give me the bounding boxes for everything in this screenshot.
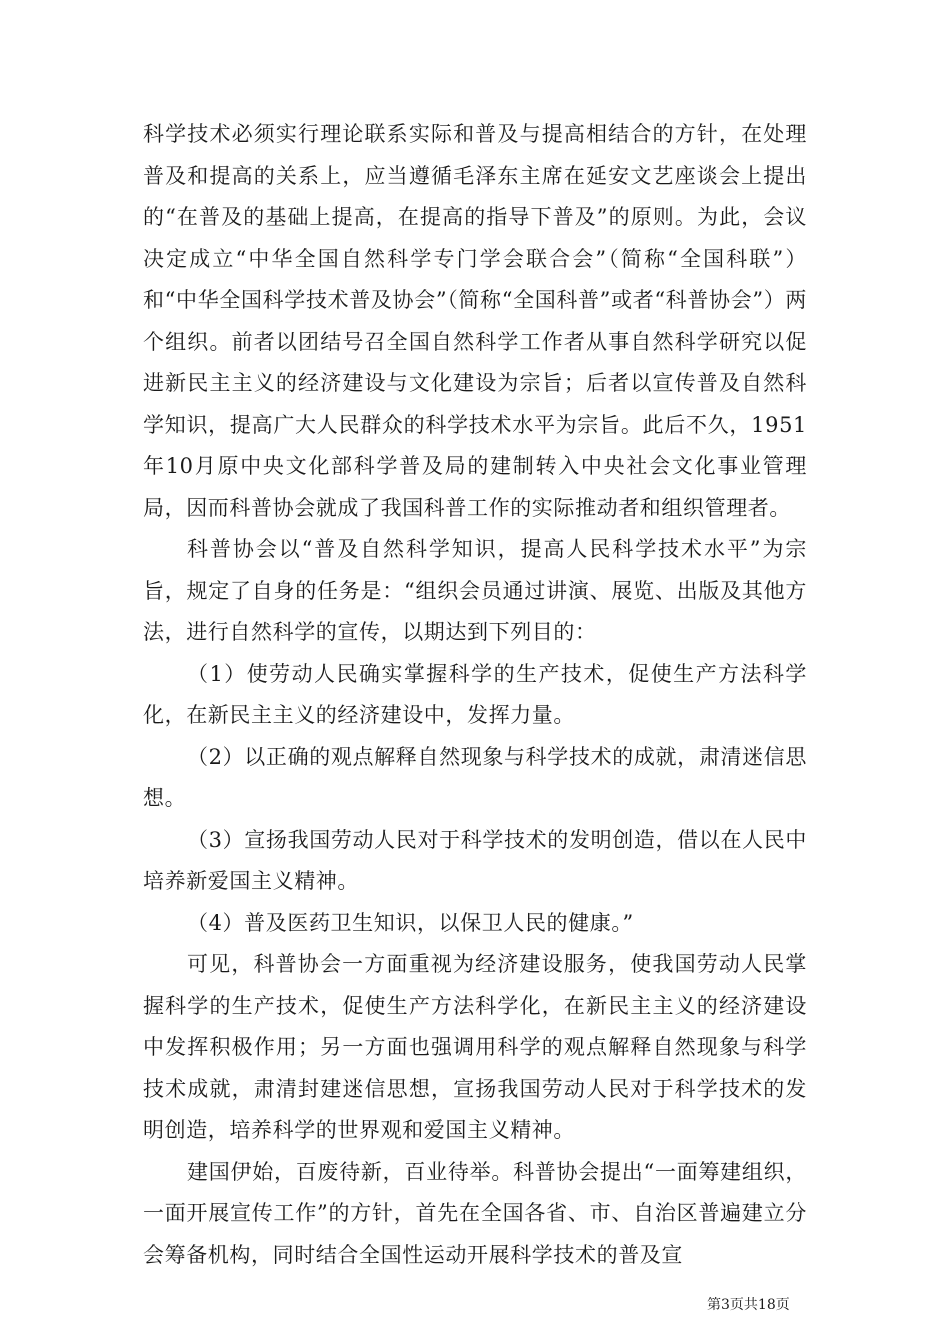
paragraph-1: 科学技术必须实行理论联系实际和普及与提高相结合的方针，在处理普及和提高的关系上，应当遵循毛泽东主席在延安文艺座谈会上提出的“在普及的基础上提高，在提高的指导下普及”的原则。为此，会议决定成立“中华全国自然科学专门学会联合会”（简称“全国科联”）和“中华全国科学技术普及协会”（简称“全国科普”或者“科普协会”）两个组织。前者以团结号召全国自然科学工作者从事自然科学研究以促进新民主主义的经济建设与文化建设为宗旨；后者以宣传普及自然科学知识，提高广大人民群众的科学技术水平为宗旨。此后不久，1951年10月原中央文化部科学普及局的建制转入中央社会文化事业管理局，因而科普协会就成了我国科普工作的实际推动者和组织管理者。 bbox=[143, 122, 807, 520]
list-item-3: （3）宣扬我国劳动人民对于科学技术的发明创造，借以在人民中培养新爱国主义精神。 bbox=[143, 827, 807, 893]
paragraph-2: 科普协会以“普及自然科学知识，提高人民科学技术水平”为宗旨，规定了自身的任务是：“组织会员通过讲演、展览、出版及其他方法，进行自然科学的宣传，以期达到下列目的： bbox=[143, 537, 807, 644]
paragraph-7: 可见，科普协会一方面重视为经济建设服务，使我国劳动人民掌握科学的生产技术，促使生产方法科学化，在新民主主义的经济建设中发挥积极作用；另一方面也强调用科学的观点解释自然现象与科学技术成就，肃清封建迷信思想，宣扬我国劳动人民对于科学技术的发明创造，培养科学的世界观和爱国主义精神。 bbox=[143, 952, 807, 1142]
list-item-2: （2）以正确的观点解释自然现象与科学技术的成就，肃清迷信思想。 bbox=[143, 744, 807, 810]
paragraph-8: 建国伊始，百废待新，百业待举。科普协会提出“一面筹建组织，一面开展宣传工作”的方针，首先在全国各省、市、自治区普遍建立分会筹备机构，同时结合全国性运动开展科学技术的普及宣 bbox=[143, 1159, 807, 1267]
page-number-label: 第3页共18页 bbox=[707, 1297, 790, 1313]
page-number-footer bbox=[707, 1296, 790, 1314]
list-item-4: （4）普及医药卫生知识，以保卫人民的健康。” bbox=[187, 910, 634, 935]
list-item-1: （1）使劳动人民确实掌握科学的生产技术，促使生产方法科学化，在新民主主义的经济建设中，发挥力量。 bbox=[143, 661, 807, 727]
document-body bbox=[143, 114, 807, 1276]
